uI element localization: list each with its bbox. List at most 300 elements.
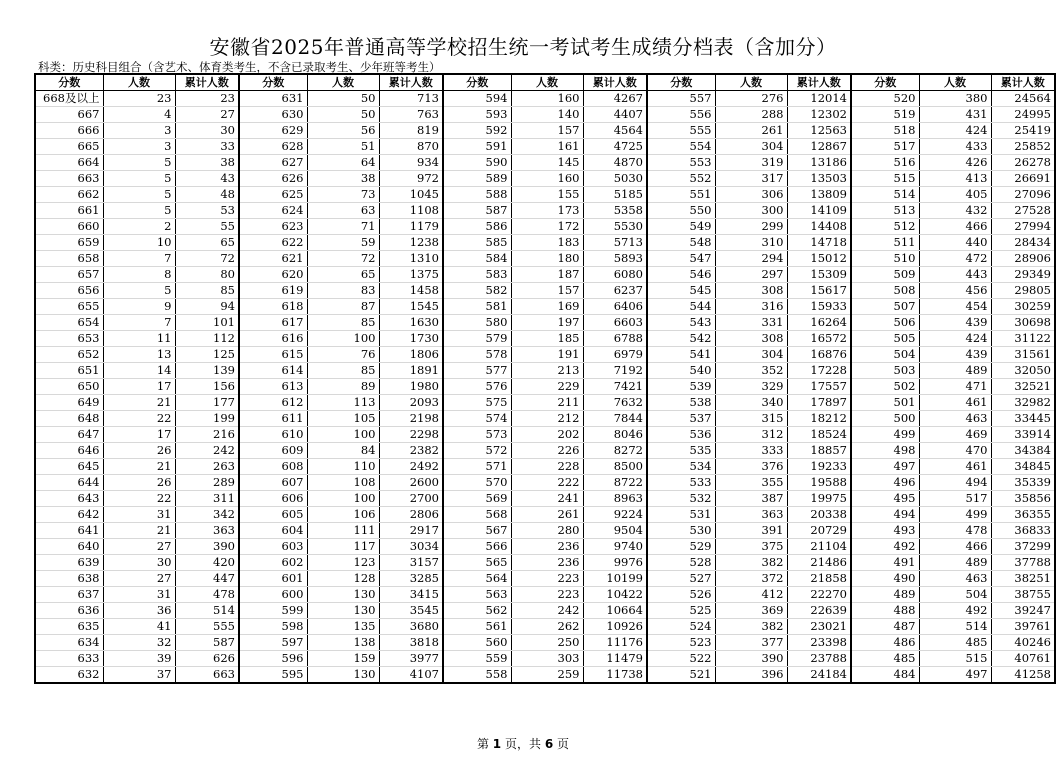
cell-count: 431 xyxy=(919,107,991,123)
cell-count: 492 xyxy=(919,603,991,619)
cell-score: 569 xyxy=(443,491,511,507)
cell-score: 650 xyxy=(35,379,103,395)
cell-count: 22 xyxy=(103,411,175,427)
cell-cumulative: 11738 xyxy=(583,667,647,684)
cell-count: 376 xyxy=(715,459,787,475)
cell-cumulative: 3545 xyxy=(379,603,443,619)
cell-score: 612 xyxy=(239,395,307,411)
cell-count: 183 xyxy=(511,235,583,251)
cell-count: 108 xyxy=(307,475,379,491)
table-row xyxy=(35,123,1055,139)
table-row xyxy=(35,459,1055,475)
cell-count: 439 xyxy=(919,347,991,363)
cell-cumulative: 72 xyxy=(175,251,239,267)
cell-count: 100 xyxy=(307,427,379,443)
cell-score: 492 xyxy=(851,539,919,555)
cell-cumulative: 555 xyxy=(175,619,239,635)
cell-cumulative: 24564 xyxy=(991,91,1055,107)
cell-score: 624 xyxy=(239,203,307,219)
cell-score: 661 xyxy=(35,203,103,219)
cell-score: 619 xyxy=(239,283,307,299)
cell-count: 517 xyxy=(919,491,991,507)
cell-score: 648 xyxy=(35,411,103,427)
cell-cumulative: 6080 xyxy=(583,267,647,283)
cell-score: 528 xyxy=(647,555,715,571)
cell-cumulative: 13503 xyxy=(787,171,851,187)
cell-cumulative: 2917 xyxy=(379,523,443,539)
cell-score: 592 xyxy=(443,123,511,139)
cell-score: 527 xyxy=(647,571,715,587)
cell-count: 304 xyxy=(715,139,787,155)
cell-count: 84 xyxy=(307,443,379,459)
cell-score: 576 xyxy=(443,379,511,395)
cell-cumulative: 19233 xyxy=(787,459,851,475)
cell-cumulative: 1238 xyxy=(379,235,443,251)
header-cumulative: 累计人数 xyxy=(379,74,443,91)
cell-score: 490 xyxy=(851,571,919,587)
cell-score: 538 xyxy=(647,395,715,411)
cell-cumulative: 2600 xyxy=(379,475,443,491)
cell-count: 439 xyxy=(919,315,991,331)
cell-count: 211 xyxy=(511,395,583,411)
cell-count: 478 xyxy=(919,523,991,539)
cell-cumulative: 16264 xyxy=(787,315,851,331)
cell-score: 659 xyxy=(35,235,103,251)
cell-count: 130 xyxy=(307,587,379,603)
cell-score: 556 xyxy=(647,107,715,123)
cell-score: 564 xyxy=(443,571,511,587)
header-score: 分数 xyxy=(239,74,307,91)
cell-cumulative: 10199 xyxy=(583,571,647,587)
cell-count: 4 xyxy=(103,107,175,123)
cell-cumulative: 1891 xyxy=(379,363,443,379)
cell-cumulative: 7632 xyxy=(583,395,647,411)
cell-score: 526 xyxy=(647,587,715,603)
cell-cumulative: 21858 xyxy=(787,571,851,587)
cell-score: 639 xyxy=(35,555,103,571)
cell-cumulative: 2700 xyxy=(379,491,443,507)
cell-count: 32 xyxy=(103,635,175,651)
cell-cumulative: 34384 xyxy=(991,443,1055,459)
table-row xyxy=(35,187,1055,203)
cell-score: 608 xyxy=(239,459,307,475)
cell-cumulative: 3157 xyxy=(379,555,443,571)
cell-cumulative: 363 xyxy=(175,523,239,539)
cell-count: 466 xyxy=(919,539,991,555)
cell-score: 587 xyxy=(443,203,511,219)
cell-cumulative: 23788 xyxy=(787,651,851,667)
cell-score: 523 xyxy=(647,635,715,651)
cell-count: 5 xyxy=(103,155,175,171)
cell-cumulative: 3818 xyxy=(379,635,443,651)
cell-score: 609 xyxy=(239,443,307,459)
cell-score: 507 xyxy=(851,299,919,315)
cell-cumulative: 34845 xyxy=(991,459,1055,475)
cell-cumulative: 13809 xyxy=(787,187,851,203)
cell-count: 5 xyxy=(103,187,175,203)
cell-count: 470 xyxy=(919,443,991,459)
cell-cumulative: 65 xyxy=(175,235,239,251)
cell-score: 518 xyxy=(851,123,919,139)
cell-score: 516 xyxy=(851,155,919,171)
cell-score: 629 xyxy=(239,123,307,139)
cell-count: 226 xyxy=(511,443,583,459)
cell-score: 594 xyxy=(443,91,511,107)
cell-cumulative: 26278 xyxy=(991,155,1055,171)
cell-count: 363 xyxy=(715,507,787,523)
table-row xyxy=(35,283,1055,299)
cell-score: 581 xyxy=(443,299,511,315)
cell-count: 504 xyxy=(919,587,991,603)
cell-count: 50 xyxy=(307,91,379,107)
cell-count: 65 xyxy=(307,267,379,283)
cell-cumulative: 390 xyxy=(175,539,239,555)
cell-cumulative: 626 xyxy=(175,651,239,667)
table-row xyxy=(35,219,1055,235)
cell-count: 85 xyxy=(307,315,379,331)
cell-count: 51 xyxy=(307,139,379,155)
cell-score: 534 xyxy=(647,459,715,475)
cell-cumulative: 342 xyxy=(175,507,239,523)
cell-cumulative: 27994 xyxy=(991,219,1055,235)
cell-count: 169 xyxy=(511,299,583,315)
cell-count: 236 xyxy=(511,539,583,555)
cell-score: 551 xyxy=(647,187,715,203)
cell-cumulative: 587 xyxy=(175,635,239,651)
cell-score: 558 xyxy=(443,667,511,684)
cell-cumulative: 33914 xyxy=(991,427,1055,443)
cell-score: 537 xyxy=(647,411,715,427)
cell-cumulative: 478 xyxy=(175,587,239,603)
cell-score: 606 xyxy=(239,491,307,507)
cell-count: 50 xyxy=(307,107,379,123)
cell-score: 563 xyxy=(443,587,511,603)
cell-count: 377 xyxy=(715,635,787,651)
cell-score: 635 xyxy=(35,619,103,635)
cell-score: 603 xyxy=(239,539,307,555)
cell-count: 27 xyxy=(103,571,175,587)
header-cumulative: 累计人数 xyxy=(175,74,239,91)
cell-score: 601 xyxy=(239,571,307,587)
table-row xyxy=(35,523,1055,539)
cell-count: 515 xyxy=(919,651,991,667)
cell-cumulative: 32050 xyxy=(991,363,1055,379)
cell-cumulative: 30698 xyxy=(991,315,1055,331)
cell-count: 160 xyxy=(511,171,583,187)
cell-cumulative: 20338 xyxy=(787,507,851,523)
cell-count: 424 xyxy=(919,331,991,347)
cell-cumulative: 819 xyxy=(379,123,443,139)
cell-score: 497 xyxy=(851,459,919,475)
cell-score: 634 xyxy=(35,635,103,651)
cell-count: 11 xyxy=(103,331,175,347)
cell-count: 461 xyxy=(919,395,991,411)
cell-count: 297 xyxy=(715,267,787,283)
cell-score: 543 xyxy=(647,315,715,331)
cell-count: 71 xyxy=(307,219,379,235)
cell-score: 663 xyxy=(35,171,103,187)
footer-middle: 页，共 xyxy=(504,737,541,751)
cell-score: 627 xyxy=(239,155,307,171)
cell-score: 548 xyxy=(647,235,715,251)
cell-cumulative: 21104 xyxy=(787,539,851,555)
cell-cumulative: 2093 xyxy=(379,395,443,411)
cell-cumulative: 5030 xyxy=(583,171,647,187)
cell-count: 76 xyxy=(307,347,379,363)
cell-score: 517 xyxy=(851,139,919,155)
cell-cumulative: 25419 xyxy=(991,123,1055,139)
cell-cumulative: 4107 xyxy=(379,667,443,684)
table-row xyxy=(35,619,1055,635)
cell-count: 17 xyxy=(103,427,175,443)
cell-cumulative: 9504 xyxy=(583,523,647,539)
cell-cumulative: 38 xyxy=(175,155,239,171)
cell-count: 27 xyxy=(103,539,175,555)
cell-cumulative: 156 xyxy=(175,379,239,395)
cell-count: 382 xyxy=(715,619,787,635)
cell-cumulative: 15617 xyxy=(787,283,851,299)
cell-cumulative: 4870 xyxy=(583,155,647,171)
cell-score: 484 xyxy=(851,667,919,684)
cell-count: 7 xyxy=(103,315,175,331)
table-row xyxy=(35,331,1055,347)
cell-score: 580 xyxy=(443,315,511,331)
cell-cumulative: 1458 xyxy=(379,283,443,299)
cell-score: 566 xyxy=(443,539,511,555)
cell-cumulative: 9740 xyxy=(583,539,647,555)
cell-count: 155 xyxy=(511,187,583,203)
cell-count: 36 xyxy=(103,603,175,619)
cell-cumulative: 28434 xyxy=(991,235,1055,251)
cell-score: 508 xyxy=(851,283,919,299)
cell-cumulative: 24184 xyxy=(787,667,851,684)
cell-count: 212 xyxy=(511,411,583,427)
cell-count: 412 xyxy=(715,587,787,603)
cell-count: 123 xyxy=(307,555,379,571)
cell-count: 304 xyxy=(715,347,787,363)
cell-score: 647 xyxy=(35,427,103,443)
cell-score: 622 xyxy=(239,235,307,251)
cell-cumulative: 27096 xyxy=(991,187,1055,203)
cell-score: 595 xyxy=(239,667,307,684)
cell-cumulative: 31122 xyxy=(991,331,1055,347)
cell-score: 533 xyxy=(647,475,715,491)
cell-cumulative: 23021 xyxy=(787,619,851,635)
cell-score: 630 xyxy=(239,107,307,123)
cell-score: 491 xyxy=(851,555,919,571)
cell-cumulative: 53 xyxy=(175,203,239,219)
cell-count: 466 xyxy=(919,219,991,235)
header-count: 人数 xyxy=(307,74,379,91)
cell-score: 553 xyxy=(647,155,715,171)
cell-count: 83 xyxy=(307,283,379,299)
cell-count: 391 xyxy=(715,523,787,539)
cell-score: 626 xyxy=(239,171,307,187)
cell-count: 261 xyxy=(715,123,787,139)
cell-count: 440 xyxy=(919,235,991,251)
cell-cumulative: 22639 xyxy=(787,603,851,619)
cell-score: 513 xyxy=(851,203,919,219)
cell-cumulative: 289 xyxy=(175,475,239,491)
cell-count: 288 xyxy=(715,107,787,123)
cell-count: 37 xyxy=(103,667,175,684)
cell-score: 539 xyxy=(647,379,715,395)
cell-score: 643 xyxy=(35,491,103,507)
cell-score: 585 xyxy=(443,235,511,251)
cell-cumulative: 15012 xyxy=(787,251,851,267)
cell-cumulative: 6406 xyxy=(583,299,647,315)
cell-count: 31 xyxy=(103,507,175,523)
cell-score: 613 xyxy=(239,379,307,395)
cell-cumulative: 3034 xyxy=(379,539,443,555)
cell-count: 5 xyxy=(103,171,175,187)
table-row xyxy=(35,347,1055,363)
cell-count: 426 xyxy=(919,155,991,171)
cell-count: 329 xyxy=(715,379,787,395)
cell-cumulative: 216 xyxy=(175,427,239,443)
cell-count: 308 xyxy=(715,283,787,299)
cell-score: 487 xyxy=(851,619,919,635)
cell-cumulative: 1375 xyxy=(379,267,443,283)
cell-score: 655 xyxy=(35,299,103,315)
table-row xyxy=(35,635,1055,651)
cell-cumulative: 1730 xyxy=(379,331,443,347)
cell-count: 315 xyxy=(715,411,787,427)
cell-score: 544 xyxy=(647,299,715,315)
table-row xyxy=(35,571,1055,587)
cell-count: 494 xyxy=(919,475,991,491)
cell-score: 588 xyxy=(443,187,511,203)
cell-count: 39 xyxy=(103,651,175,667)
cell-score: 666 xyxy=(35,123,103,139)
cell-cumulative: 7192 xyxy=(583,363,647,379)
cell-score: 602 xyxy=(239,555,307,571)
cell-score: 593 xyxy=(443,107,511,123)
table-row xyxy=(35,667,1055,684)
cell-score: 529 xyxy=(647,539,715,555)
cell-cumulative: 199 xyxy=(175,411,239,427)
header-count: 人数 xyxy=(715,74,787,91)
cell-count: 113 xyxy=(307,395,379,411)
table-row xyxy=(35,203,1055,219)
cell-cumulative: 94 xyxy=(175,299,239,315)
cell-count: 72 xyxy=(307,251,379,267)
cell-score: 642 xyxy=(35,507,103,523)
header-count: 人数 xyxy=(103,74,175,91)
cell-score: 637 xyxy=(35,587,103,603)
cell-score: 498 xyxy=(851,443,919,459)
cell-score: 646 xyxy=(35,443,103,459)
cell-cumulative: 1545 xyxy=(379,299,443,315)
cell-score: 500 xyxy=(851,411,919,427)
cell-score: 574 xyxy=(443,411,511,427)
cell-score: 509 xyxy=(851,267,919,283)
cell-cumulative: 39761 xyxy=(991,619,1055,635)
cell-score: 645 xyxy=(35,459,103,475)
page-title: 安徽省2025年普通高等学校招生统一考试考生成绩分档表（含加分） xyxy=(209,35,837,59)
cell-count: 259 xyxy=(511,667,583,684)
cell-score: 582 xyxy=(443,283,511,299)
cell-cumulative: 11176 xyxy=(583,635,647,651)
cell-score: 506 xyxy=(851,315,919,331)
cell-score: 573 xyxy=(443,427,511,443)
cell-count: 23 xyxy=(103,91,175,107)
cell-count: 128 xyxy=(307,571,379,587)
cell-cumulative: 242 xyxy=(175,443,239,459)
cell-count: 41 xyxy=(103,619,175,635)
table-row xyxy=(35,491,1055,507)
cell-cumulative: 23 xyxy=(175,91,239,107)
cell-cumulative: 16876 xyxy=(787,347,851,363)
cell-cumulative: 934 xyxy=(379,155,443,171)
table-row xyxy=(35,427,1055,443)
cell-score: 540 xyxy=(647,363,715,379)
cell-count: 8 xyxy=(103,267,175,283)
cell-count: 100 xyxy=(307,491,379,507)
cell-count: 38 xyxy=(307,171,379,187)
cell-count: 236 xyxy=(511,555,583,571)
cell-cumulative: 2806 xyxy=(379,507,443,523)
cell-cumulative: 5713 xyxy=(583,235,647,251)
cell-cumulative: 38755 xyxy=(991,587,1055,603)
cell-score: 610 xyxy=(239,427,307,443)
cell-cumulative: 870 xyxy=(379,139,443,155)
cell-score: 617 xyxy=(239,315,307,331)
cell-cumulative: 8272 xyxy=(583,443,647,459)
cell-count: 111 xyxy=(307,523,379,539)
header-cumulative: 累计人数 xyxy=(787,74,851,91)
cell-cumulative: 6237 xyxy=(583,283,647,299)
cell-cumulative: 41258 xyxy=(991,667,1055,684)
header-count: 人数 xyxy=(511,74,583,91)
cell-cumulative: 14408 xyxy=(787,219,851,235)
table-row xyxy=(35,395,1055,411)
cell-score: 640 xyxy=(35,539,103,555)
cell-count: 130 xyxy=(307,603,379,619)
cell-score: 554 xyxy=(647,139,715,155)
cell-cumulative: 514 xyxy=(175,603,239,619)
cell-score: 616 xyxy=(239,331,307,347)
cell-count: 469 xyxy=(919,427,991,443)
cell-count: 106 xyxy=(307,507,379,523)
cell-score: 584 xyxy=(443,251,511,267)
cell-cumulative: 139 xyxy=(175,363,239,379)
cell-count: 499 xyxy=(919,507,991,523)
header-count: 人数 xyxy=(919,74,991,91)
cell-count: 172 xyxy=(511,219,583,235)
table-row xyxy=(35,171,1055,187)
cell-cumulative: 12563 xyxy=(787,123,851,139)
cell-cumulative: 10422 xyxy=(583,587,647,603)
cell-score: 604 xyxy=(239,523,307,539)
cell-count: 387 xyxy=(715,491,787,507)
cell-count: 262 xyxy=(511,619,583,635)
cell-count: 145 xyxy=(511,155,583,171)
table-row xyxy=(35,507,1055,523)
footer-prefix: 第 xyxy=(476,737,489,751)
cell-score: 560 xyxy=(443,635,511,651)
cell-count: 105 xyxy=(307,411,379,427)
table-row xyxy=(35,555,1055,571)
cell-cumulative: 311 xyxy=(175,491,239,507)
cell-score: 489 xyxy=(851,587,919,603)
cell-cumulative: 40761 xyxy=(991,651,1055,667)
cell-score: 656 xyxy=(35,283,103,299)
cell-score: 567 xyxy=(443,523,511,539)
footer-suffix: 页 xyxy=(557,737,570,751)
cell-cumulative: 2492 xyxy=(379,459,443,475)
cell-score: 620 xyxy=(239,267,307,283)
